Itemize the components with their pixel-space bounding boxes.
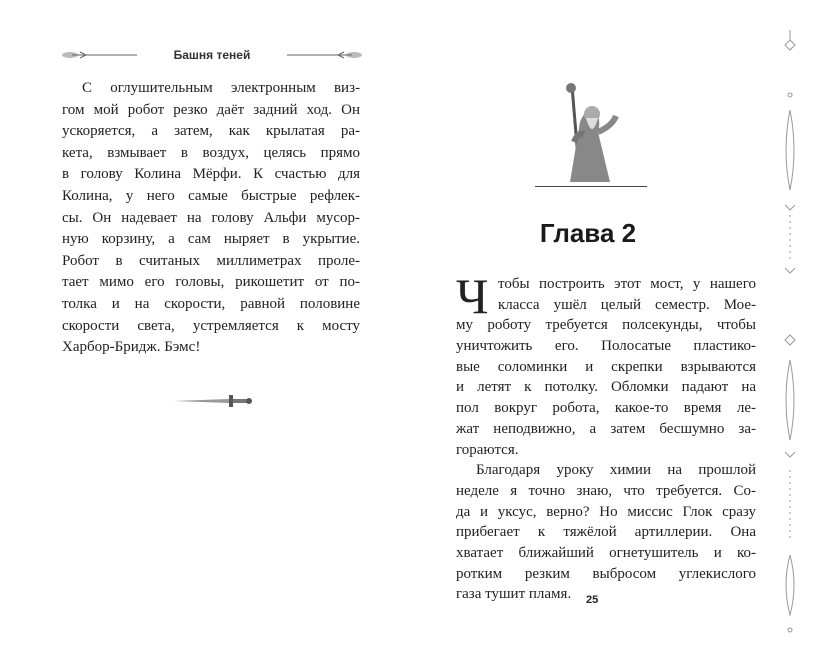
text-line: и летят к потолку. Обломки падают на	[456, 379, 756, 396]
right-arrow-ornament-icon	[287, 50, 362, 60]
text-line: С оглушительным электронным виз-	[82, 80, 360, 96]
text-line: ускоряется, а затем, как крылатая ра-	[62, 123, 360, 140]
text-line: гом мой робот резко даёт задний ход. Он	[62, 101, 360, 118]
text-line: кета, взмывает в воздух, целясь прямо	[62, 144, 360, 161]
page-number: 25	[586, 594, 599, 606]
text-line: тобы построить этот мост, у нашего	[498, 276, 756, 292]
text-line: уничтожить его. Полосатые пластико-	[456, 338, 756, 355]
right-page-text	[456, 268, 756, 605]
text-line: да и уксус, верно? Но миссис Глок сразу	[456, 503, 756, 520]
chapter-title: Глава 2	[539, 218, 637, 248]
left-arrow-ornament-icon	[62, 50, 137, 60]
text-line: прибегает к тяжёлой артиллерии. Она	[456, 524, 756, 541]
text-line: му роботу требуется полсекунды, чтобы	[456, 317, 756, 334]
text-line: пол вокруг робота, какое-то время ле-	[456, 400, 756, 417]
text-line: газа тушит пламя.	[456, 586, 572, 603]
text-line: ротким резким выбросом углекислого	[456, 565, 756, 582]
text-line: жат неподвижно, а затем бесшумно за-	[456, 420, 756, 437]
text-line: класса ушёл целый семестр. Мое-	[498, 296, 756, 313]
text-line: Робот в считаных миллиметрах проле-	[62, 252, 360, 269]
text-line: Колина, у него самые быстрые рефлек-	[62, 187, 360, 204]
chapter-divider	[535, 186, 647, 187]
text-line: вые соломинки и скрепки взрываются	[456, 358, 756, 375]
left-page-text	[62, 78, 360, 359]
text-line: хватает ближайший огнетушитель и ко-	[456, 544, 756, 561]
text-line: Благодаря уроку химии на прошлой	[476, 462, 756, 479]
sword-ornament-icon	[174, 394, 254, 408]
running-head	[62, 46, 362, 66]
decorative-border-icon	[778, 0, 802, 656]
text-line: гораются.	[456, 441, 519, 458]
text-line: в голову Колина Мёрфи. К счастью для	[62, 166, 360, 183]
text-line: толка и на скорости, равной половине	[62, 295, 360, 312]
text-line: скорости света, устремляется к мосту	[62, 317, 360, 334]
text-line: Харбор-Бридж. Бэмс!	[62, 339, 201, 356]
drop-cap: Ч	[456, 268, 489, 324]
text-line: неделе я точно знаю, что требуется. Со-	[456, 482, 756, 499]
text-line: тает мимо его головы, рикошетит от по-	[62, 274, 360, 291]
running-head-title: Башня теней	[173, 48, 251, 62]
text-line: ную корзину, а сам ныряет в укрытие.	[62, 231, 360, 248]
wizard-illustration	[550, 82, 635, 184]
text-line: сы. Он надевает на голову Альфи мусор-	[62, 209, 360, 226]
